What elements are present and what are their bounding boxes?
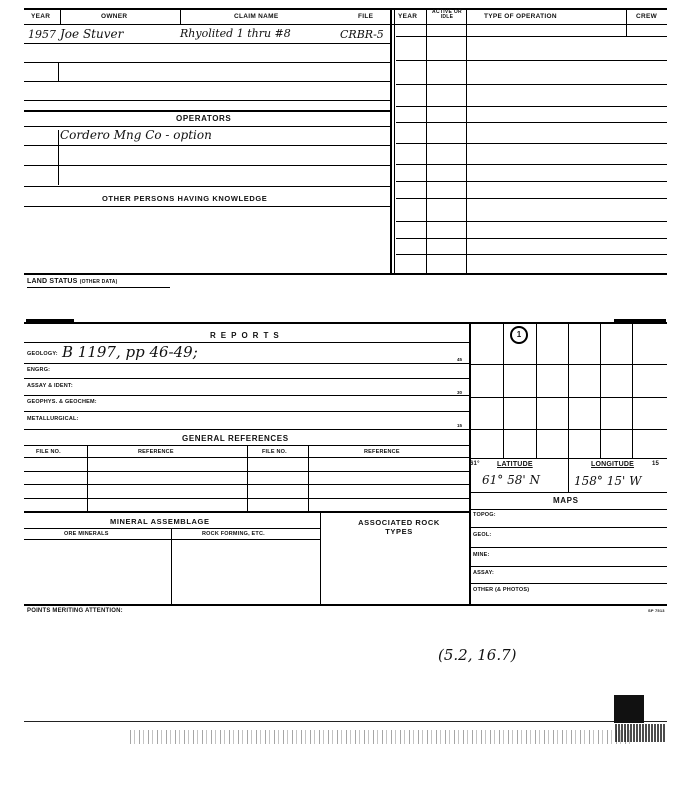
other-persons-heading: OTHER PERSONS HAVING KNOWLEDGE xyxy=(102,194,268,203)
geology-value: B 1197, pp 46-49; xyxy=(62,343,198,361)
gr-col-file-no-2: FILE NO. xyxy=(262,449,287,455)
tick xyxy=(58,130,59,185)
tick xyxy=(426,9,427,24)
maps-assay: ASSAY: xyxy=(473,570,495,576)
maps-mine: MINE: xyxy=(473,552,490,558)
row-line xyxy=(470,547,667,548)
col-line xyxy=(308,445,309,511)
land-status-sublabel: (OTHER DATA) xyxy=(79,279,118,285)
row-line xyxy=(470,583,667,584)
center-divider xyxy=(390,9,392,274)
tick xyxy=(626,9,627,24)
scan-dark-block xyxy=(614,695,644,723)
row1-file: CRBR-5 xyxy=(340,28,384,41)
header-file: FILE xyxy=(358,13,374,20)
row-line xyxy=(24,429,469,430)
row-line xyxy=(24,186,391,187)
col-line xyxy=(626,24,627,36)
row-line xyxy=(470,492,667,493)
bottom-scan-line xyxy=(24,721,667,722)
gr-col-reference-2: REFERENCE xyxy=(364,449,400,455)
header-year-2: YEAR xyxy=(398,13,418,20)
assay-label: ASSAY & IDENT: xyxy=(27,383,73,389)
tick xyxy=(180,9,181,24)
col-line xyxy=(247,445,248,511)
tick xyxy=(466,9,467,24)
col-line xyxy=(320,511,321,604)
row1-year: 1957 xyxy=(28,28,56,41)
row-line xyxy=(396,198,667,199)
operators-heading: OPERATORS xyxy=(176,114,232,123)
margin-number: 45 xyxy=(457,357,463,362)
top-border xyxy=(24,8,667,10)
row-line xyxy=(396,60,667,61)
engrg-label: ENGRG: xyxy=(27,367,51,373)
bottom-rule xyxy=(24,273,667,275)
header-type-of-operation: TYPE OF OPERATION xyxy=(484,13,557,20)
lower-bottom-rule xyxy=(24,604,667,606)
row-line xyxy=(24,43,391,44)
land-status-label xyxy=(27,278,117,285)
mineral-assemblage-heading: MINERAL ASSEMBLAGE xyxy=(110,517,210,526)
long-value: 158° 15' W xyxy=(574,474,642,488)
scan-noise xyxy=(130,730,630,744)
grid-line xyxy=(600,324,601,458)
row-line xyxy=(396,84,667,85)
grid-line xyxy=(568,324,569,458)
land-status-underline xyxy=(27,287,170,288)
dark-mark xyxy=(26,319,74,323)
ore-minerals-label: ORE MINERALS xyxy=(64,531,109,537)
form-code: SP 7513 xyxy=(648,608,665,613)
points-meriting-attention: POINTS MERITING ATTENTION: xyxy=(27,608,123,614)
row-line xyxy=(24,206,391,207)
gr-bottom-rule xyxy=(24,511,469,513)
tick xyxy=(60,9,61,24)
row-line xyxy=(24,378,469,379)
reports-heading: REPORTS xyxy=(210,331,284,340)
header-owner: OWNER xyxy=(101,13,128,20)
grid-line xyxy=(632,324,633,458)
header-claim-name: CLAIM NAME xyxy=(234,13,279,20)
geophys-label: GEOPHYS. & GEOCHEM: xyxy=(27,399,97,405)
row-line xyxy=(24,395,469,396)
geology-label: GEOLOGY: xyxy=(27,351,58,357)
long-label: LONGITUDE xyxy=(591,461,635,468)
margin-number: 15 xyxy=(457,423,463,428)
operators-rule xyxy=(24,110,391,112)
row-line xyxy=(24,165,391,166)
grid-line xyxy=(503,324,504,458)
col-line xyxy=(426,24,427,274)
maps-geol: GEOL: xyxy=(473,532,492,538)
row-line xyxy=(396,164,667,165)
row-line xyxy=(24,126,391,127)
grid-number: 1 xyxy=(510,326,528,344)
rock-forming-label: ROCK FORMING, ETC. xyxy=(202,531,265,537)
land-status-title: LAND STATUS xyxy=(27,278,78,285)
header-crew: CREW xyxy=(636,13,658,20)
row-line xyxy=(24,363,469,364)
grid-line xyxy=(536,324,537,458)
row-line xyxy=(470,566,667,567)
dark-mark xyxy=(614,319,666,323)
scan-noise xyxy=(615,724,665,742)
col-line xyxy=(171,528,172,604)
col-line xyxy=(568,458,569,492)
row-line xyxy=(396,254,667,255)
lower-top-rule xyxy=(24,322,667,324)
gr-col-file-no-1: FILE NO. xyxy=(36,449,61,455)
row-line xyxy=(24,528,320,529)
maps-topog: TOPOG: xyxy=(473,512,496,518)
maps-heading: MAPS xyxy=(553,496,579,505)
center-divider-2 xyxy=(394,9,395,274)
operators-entry: Cordero Mng Co - option xyxy=(60,128,212,142)
grid-line xyxy=(470,429,667,430)
row-line xyxy=(24,81,391,82)
col-line xyxy=(87,445,88,511)
row-line xyxy=(24,62,391,63)
header-year: YEAR xyxy=(31,13,51,20)
gr-col-reference-1: REFERENCE xyxy=(138,449,174,455)
general-references-heading: GENERAL REFERENCES xyxy=(182,434,289,443)
grid-line xyxy=(470,397,667,398)
row-line xyxy=(24,100,391,101)
grid-line xyxy=(470,364,667,365)
row-line xyxy=(396,106,667,107)
row-line xyxy=(396,238,667,239)
lat-value: 61° 58' N xyxy=(482,473,540,487)
row-line xyxy=(396,36,667,37)
row-line xyxy=(396,181,667,182)
associated-rock-types-heading: ASSOCIATED ROCK TYPES xyxy=(358,518,440,536)
row-line xyxy=(396,221,667,222)
row1-owner: Joe Stuver xyxy=(60,27,124,41)
row-line xyxy=(396,143,667,144)
header-active-idle: ACTIVE OR IDLE xyxy=(432,9,462,20)
col-line xyxy=(466,24,467,274)
maps-other: OTHER (& PHOTOS) xyxy=(473,587,530,593)
row1-claim-name: Rhyolited 1 thru #8 xyxy=(180,27,291,40)
handwritten-note: (5.2, 16.7) xyxy=(438,646,517,664)
margin-number: 30 xyxy=(457,390,463,395)
row-line xyxy=(470,509,667,510)
header-rule xyxy=(24,24,667,25)
row-line xyxy=(24,539,320,540)
lat-margin: 61° xyxy=(470,461,480,467)
lat-label: LATITUDE xyxy=(497,461,533,468)
metallurgical-label: METALLURGICAL: xyxy=(27,416,79,422)
long-margin: 15 xyxy=(652,461,660,467)
row-line xyxy=(24,145,391,146)
tick xyxy=(58,62,59,82)
row-line xyxy=(470,527,667,528)
row-line xyxy=(396,122,667,123)
row-line xyxy=(24,411,469,412)
